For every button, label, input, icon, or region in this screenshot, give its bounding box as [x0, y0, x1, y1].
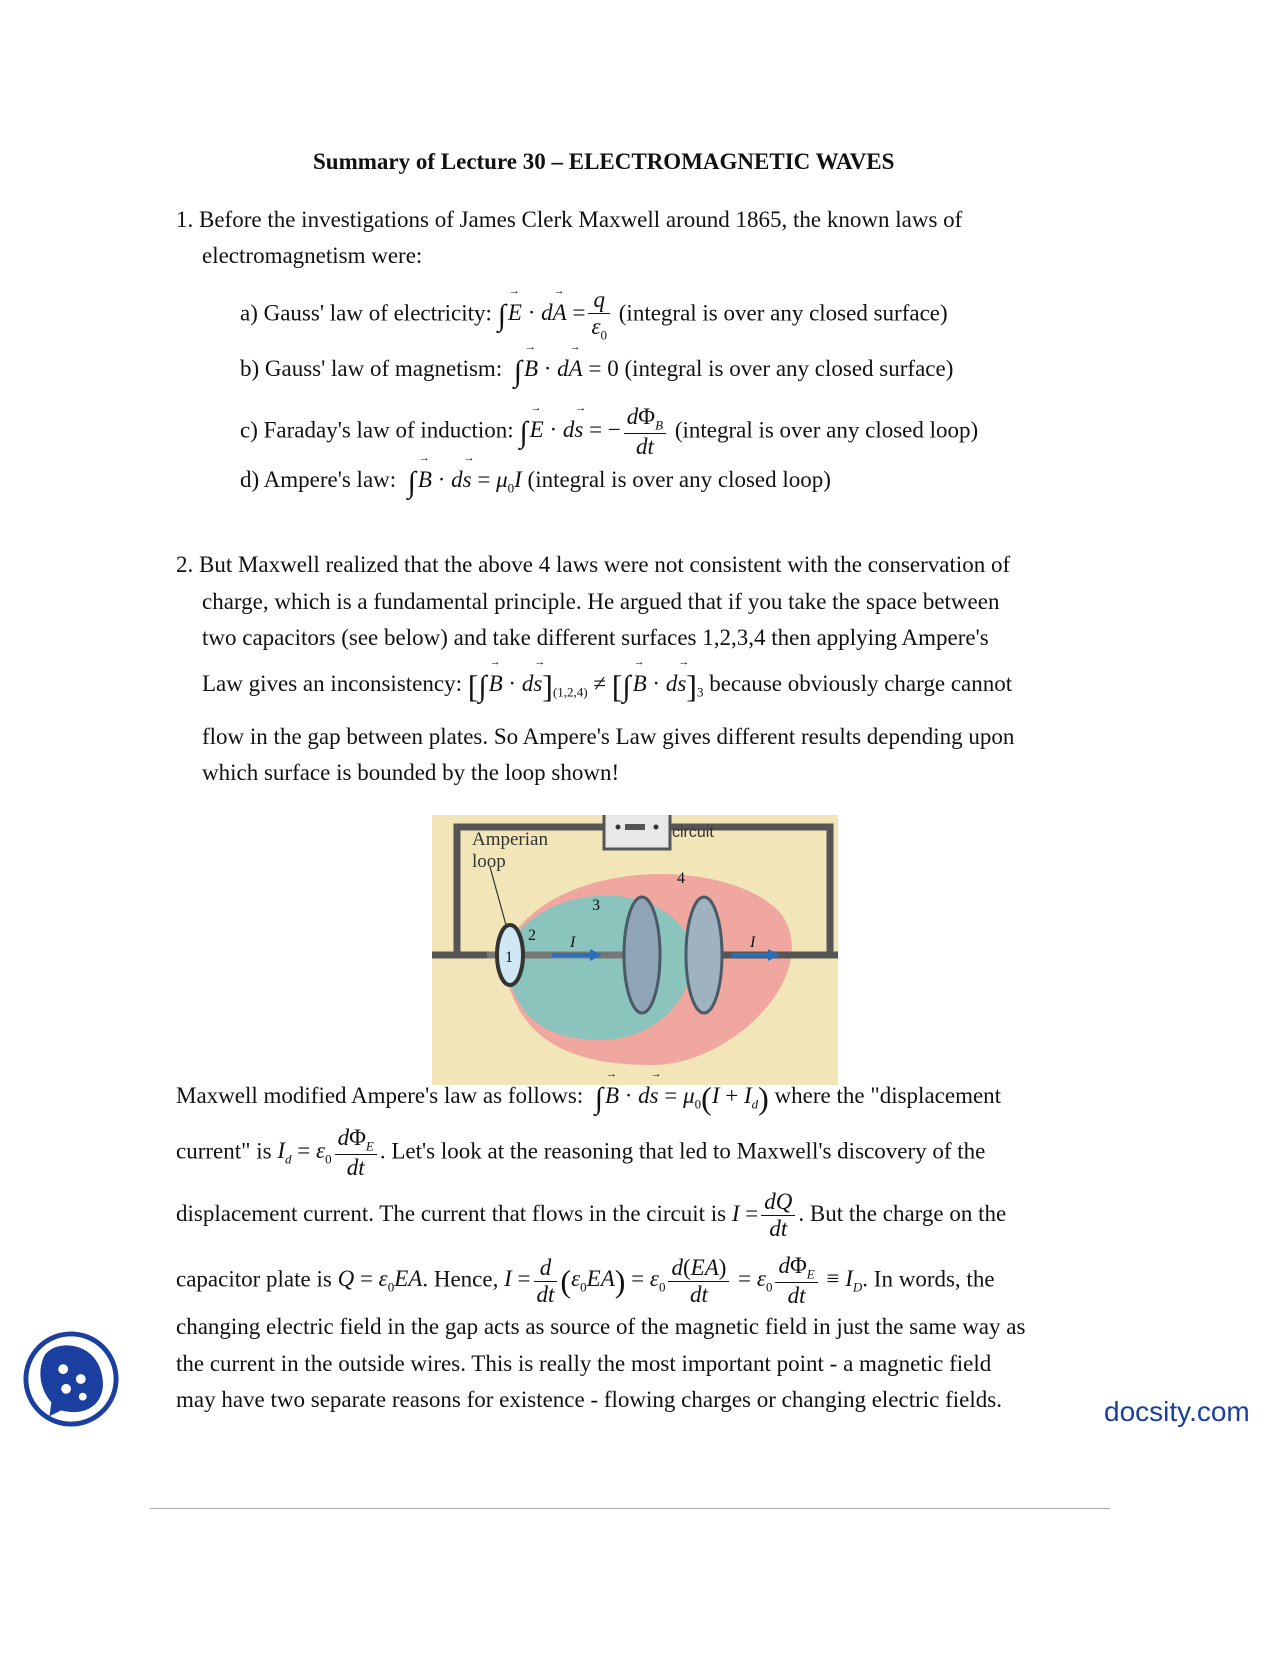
- current-is-text: current" is: [176, 1138, 272, 1164]
- circuit-component: [625, 824, 645, 830]
- paragraph-2-line-5: flow in the gap between plates. So Ampere's Law gives different results depending upon: [202, 724, 1015, 749]
- inconsistency-equation: [∫→ $B \cdot d\to s]_{(1,2,4)}$ ≠ [∫→ $B \cdot d\to s]_3$: [468, 671, 704, 696]
- law-b-equation: ∫→ B · d→ A = 0: [508, 356, 619, 381]
- surface-number-1: 1: [505, 949, 513, 966]
- law-c: [240, 405, 978, 459]
- paragraph-2-line-1: 2. But Maxwell realized that the above 4 laws were not consistent with the conservation of: [176, 552, 1011, 577]
- law-c-equation: ∫→ E · d→ s = − $\frac{d\Phi_B}{dt}$: [519, 417, 669, 442]
- current-label-right: I: [750, 934, 756, 951]
- circuit-terminal-right: [654, 825, 659, 830]
- docsity-logo-icon: [22, 1330, 120, 1428]
- modified-ampere-equation: ∫→ $B \cdot d\to s = \mu_0(I + I_d)$: [589, 1083, 769, 1108]
- amperian-label-2: loop: [472, 851, 506, 872]
- circuit-current-text: displacement current. The current that flows in the circuit is: [176, 1200, 727, 1226]
- circuit-label: circuit: [672, 824, 714, 841]
- reasoning-text: . Let's look at the reasoning that led to Maxwell's discovery of the: [379, 1138, 986, 1164]
- law-c-label: c) Faraday's law of induction:: [240, 417, 514, 443]
- capacitor-figure: [432, 815, 838, 1085]
- paragraph-3-line-6: the current in the outside wires. This is really the most important point - a magnetic field: [176, 1351, 992, 1376]
- law-d-note: (integral is over any closed loop): [527, 467, 831, 492]
- law-c-note: (integral is over any closed loop): [674, 417, 979, 443]
- law-d-equation: ∫→ $B \cdot d\to s = \mu_0I$: [402, 467, 522, 492]
- charge-plate-text: . But the charge on the: [798, 1200, 1007, 1226]
- current-label-left: I: [570, 934, 576, 951]
- paragraph-2-line-6: which surface is bounded by the loop shown!: [202, 760, 620, 785]
- paragraph-3-line-3: [176, 1190, 1006, 1241]
- derivation-equation: I = $\frac{d}{dt}$ $(\varepsilon_0EA) = \varepsilon_0$ $\frac{d(EA)}{dt}$ = $\varepsilon_0$ $\frac{d\Phi_E}{dt}$ ≡ $I_D$: [504, 1253, 863, 1309]
- inconsistency-text: Law gives an inconsistency:: [202, 671, 462, 696]
- surface-number-2: 2: [528, 927, 536, 944]
- paragraph-2-line-3: two capacitors (see below) and take different surfaces 1,2,3,4 then applying Ampere's: [202, 625, 989, 650]
- capacitor-plate-left: [624, 897, 660, 1013]
- capacitor-plate-text: capacitor plate is: [176, 1266, 332, 1292]
- paragraph-3-line-2: [176, 1126, 985, 1180]
- law-d: [240, 466, 831, 500]
- law-a-note: (integral is over any closed surface): [618, 300, 948, 326]
- page-title: Summary of Lecture 30 – ELECTROMAGNETIC WAVES: [313, 149, 895, 174]
- paragraph-1-line-2: electromagnetism were:: [202, 243, 423, 268]
- displacement-current-equation: $I_d = \varepsilon_0$ $\frac{d\Phi_E}{dt}$: [277, 1138, 380, 1163]
- surface-number-4: 4: [677, 870, 685, 887]
- paragraph-3-line-5: changing electric field in the gap acts as source of the magnetic field in just the same way as: [176, 1314, 1026, 1339]
- paragraph-2-line-4: [202, 668, 1012, 705]
- in-words-text: . In words, the: [862, 1266, 995, 1292]
- capacitor-plate-right: [686, 897, 722, 1013]
- law-a: [240, 288, 948, 342]
- current-equation: I = $\frac{dQ}{dt}$: [732, 1201, 799, 1226]
- charge-text: because obviously charge cannot: [709, 671, 1013, 696]
- charge-equation: $Q = \varepsilon_0EA$: [337, 1266, 423, 1296]
- footer-divider: [150, 1508, 1110, 1509]
- paragraph-3-line-1: [176, 1080, 1001, 1117]
- hence-text: . Hence,: [422, 1266, 499, 1292]
- paragraph-2-line-2: charge, which is a fundamental principle. He argued that if you take the space between: [202, 589, 1000, 614]
- displacement-text: where the "displacement: [774, 1083, 1002, 1108]
- surface-subscript-1: (1,2,4): [552, 684, 588, 700]
- law-b-note: (integral is over any closed surface): [624, 356, 954, 381]
- circuit-terminal-left: [616, 825, 621, 830]
- modified-law-text: Maxwell modified Ampere's law as follows:: [176, 1083, 584, 1108]
- law-a-label: a) Gauss' law of electricity:: [240, 300, 492, 326]
- law-d-label: d) Ampere's law:: [240, 467, 397, 492]
- docsity-brand-link[interactable]: docsity.com: [1104, 1396, 1250, 1427]
- law-b-label: b) Gauss' law of magnetism:: [240, 356, 503, 381]
- circuit-box: [604, 815, 670, 849]
- paragraph-3-line-4: [176, 1254, 995, 1308]
- paragraph-1-line-1: 1. Before the investigations of James Clerk Maxwell around 1865, the known laws of: [176, 207, 963, 232]
- paragraph-3-line-7: may have two separate reasons for existence - flowing charges or changing electric fields.: [176, 1387, 1002, 1412]
- surface-number-3: 3: [592, 897, 600, 914]
- surface-subscript-2: 3: [696, 684, 704, 700]
- amperian-label-1: Amperian: [472, 829, 548, 850]
- law-b: [240, 355, 953, 389]
- law-a-equation: ∫→ E · d→ A = $\frac{q}{\varepsilon_0}$: [498, 300, 613, 325]
